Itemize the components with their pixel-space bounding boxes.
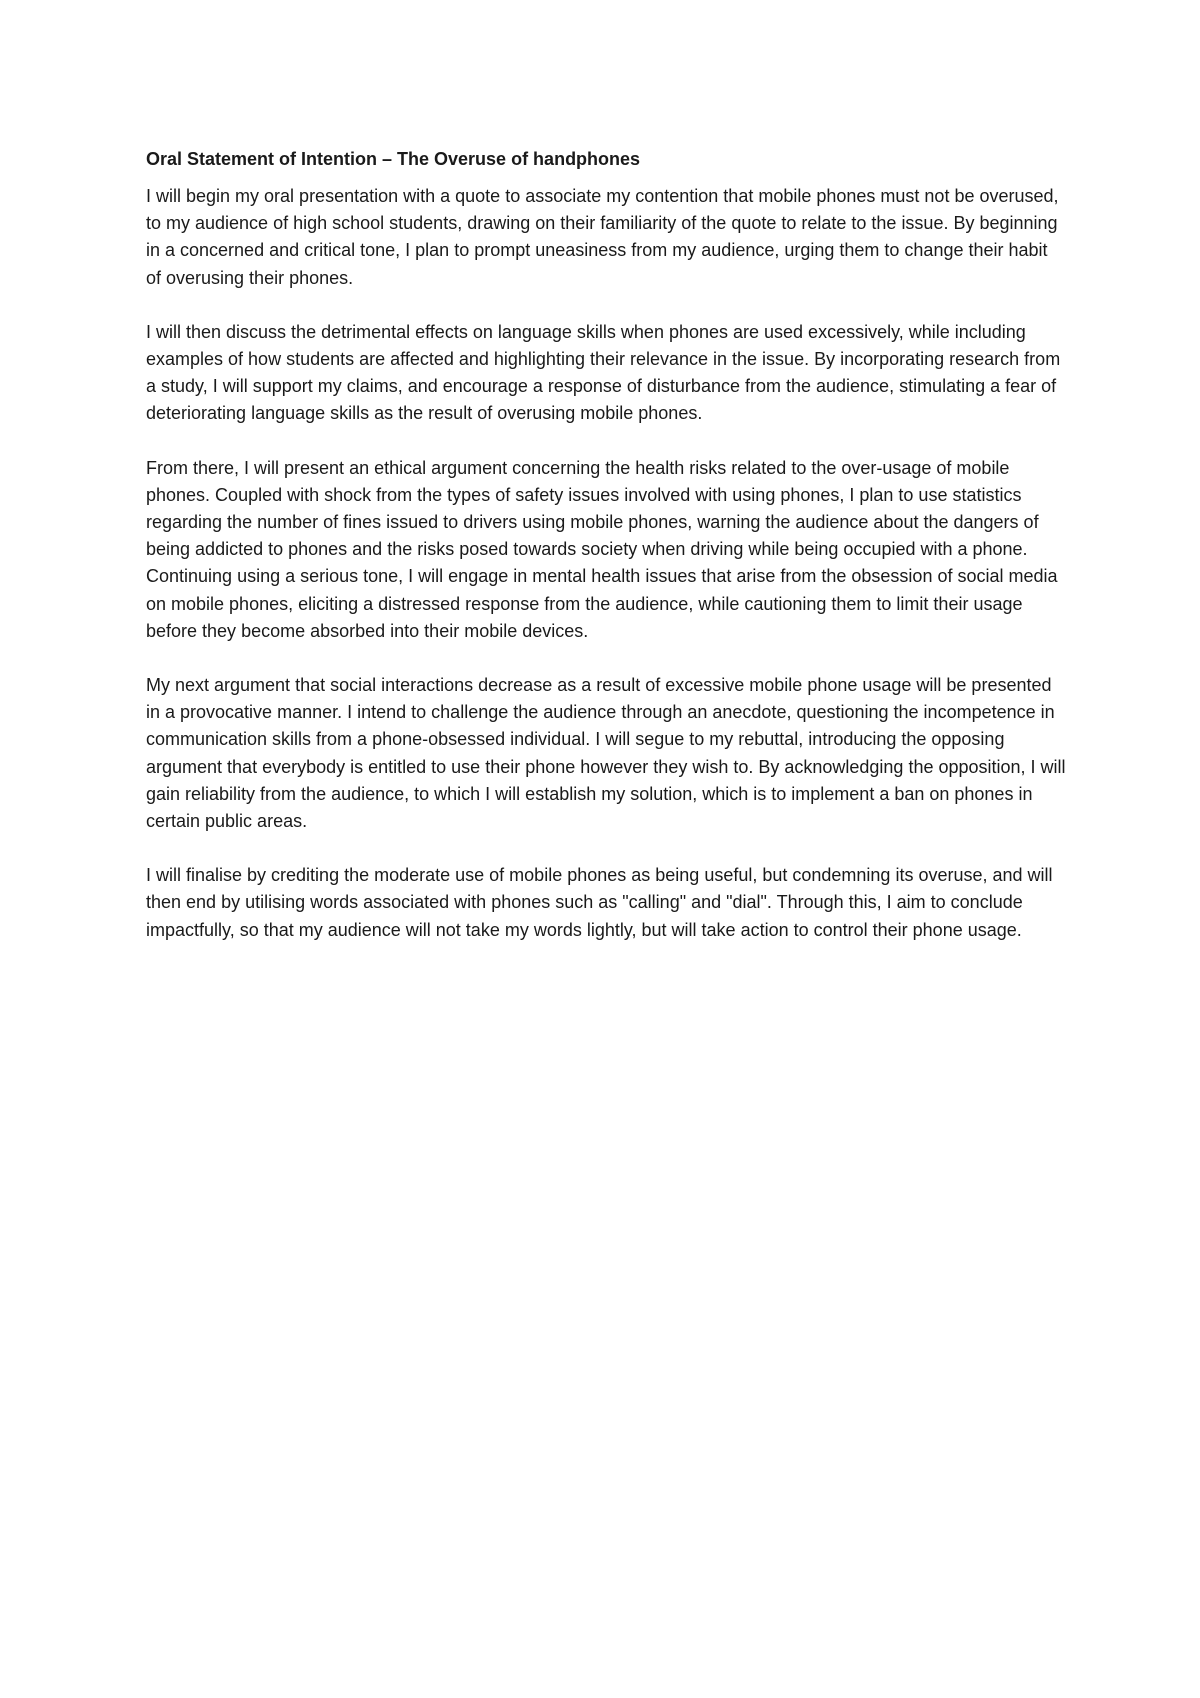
paragraph-health-risks: From there, I will present an ethical argument concerning the health risks related to the over-usage of mobile phones. Coupled with shock from the types of safety issues involved with using phones, I plan to use statistics regarding the number of fines issued to drivers using mobile phones, warning the audience about the dangers of being addicted to phones and the risks posed towards society when driving while being occupied with a phone. Continuing using a serious tone, I will engage in mental health issues that arise from the obsession of social media on mobile phones, eliciting a distressed response from the audience, while cautioning them to limit their usage before they become absorbed into their mobile devices.	[146, 457, 1058, 641]
document-title: Oral Statement of Intention – The Overuse of handphones	[146, 149, 641, 169]
paragraph-conclusion: I will finalise by crediting the moderate use of mobile phones as being useful, but condemning its overuse, and will then end by utilising words associated with phones such as "calling" and "dial". Through this, I aim to conclude impactfully, so that my audience will not take my words lightly, but will take action to control their phone usage.	[146, 865, 1053, 940]
paragraph-social-interactions: My next argument that social interactions decrease as a result of excessive mobile phone usage will be presented in a provocative manner. I intend to challenge the audience through an anecdote, questioning the incompetence in communication skills from a phone-obsessed individual. I will segue to my rebuttal, introducing the opposing argument that everybody is entitled to use their phone however they wish to. By acknowledging the opposition, I will gain reliability from the audience, to which I will establish my solution, which is to implement a ban on phones in certain public areas.	[146, 675, 1066, 832]
paragraph-language-skills: I will then discuss the detrimental effects on language skills when phones are used excessively, while including examples of how students are affected and highlighting their relevance in the issue. By incorporating research from a study, I will support my claims, and encourage a response of disturbance from the audience, stimulating a fear of deteriorating language skills as the result of overusing mobile phones.	[146, 321, 1061, 424]
document-body	[146, 146, 1066, 971]
paragraph-intro: I will begin my oral presentation with a quote to associate my contention that mobile phones must not be overused, to my audience of high school students, drawing on their familiarity of the quote to relate to the issue. By beginning in a concerned and critical tone, I plan to prompt uneasiness from my audience, urging them to change their habit of overusing their phones.	[146, 186, 1059, 288]
